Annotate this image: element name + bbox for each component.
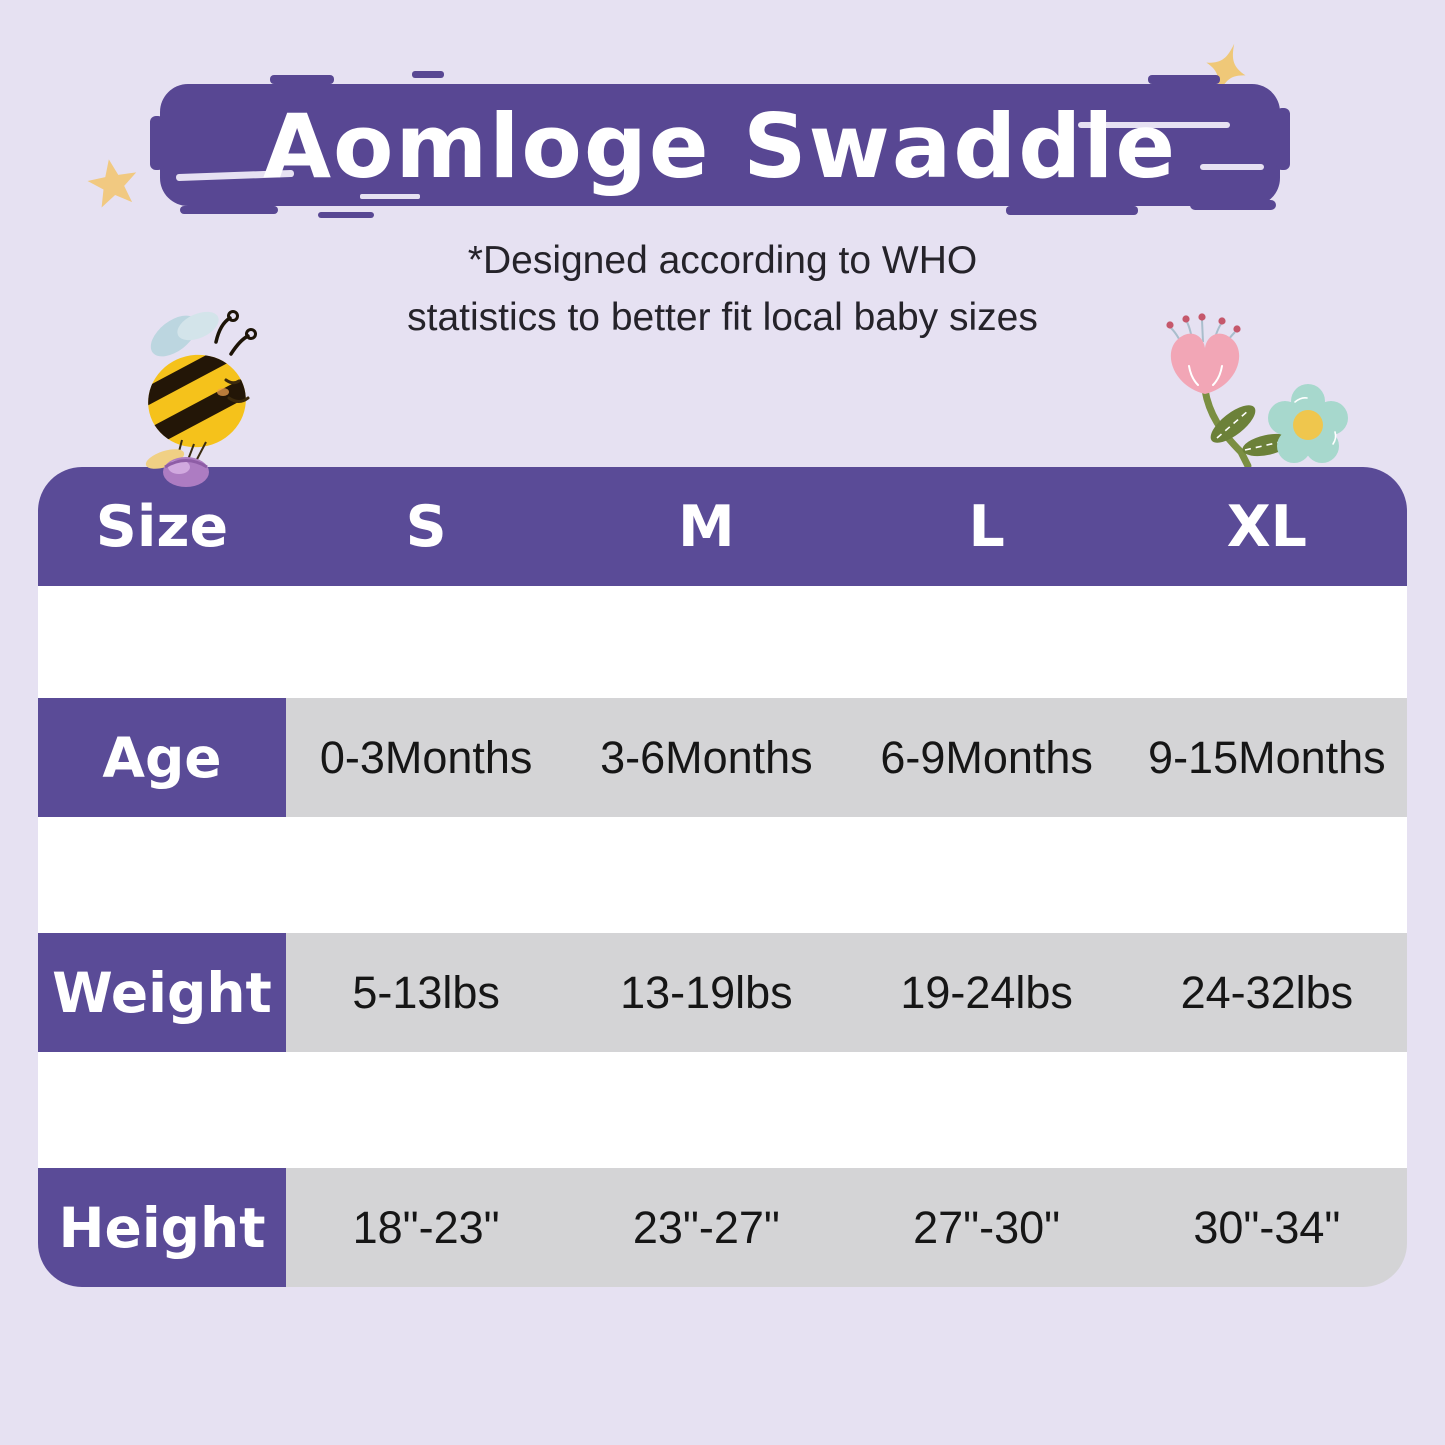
title-banner	[150, 70, 1290, 222]
table-cell-age-l: 6-9Months	[880, 731, 1093, 783]
star-icon	[82, 152, 145, 215]
table-cell-weight-m: 13-19lbs	[620, 966, 793, 1018]
row-values-age	[286, 698, 1407, 817]
column-header-m: M	[678, 493, 735, 560]
table-cell-height-m: 23"-27"	[632, 1201, 780, 1253]
size-table	[38, 467, 1407, 1287]
table-cell-age-s: 0-3Months	[319, 731, 533, 783]
page-title: Aomloge Swaddle	[262, 94, 1178, 198]
table-cell-weight-s: 5-13lbs	[352, 966, 500, 1018]
table-cell-height-xl: 30"-34"	[1193, 1201, 1341, 1253]
row-values-weight	[286, 933, 1407, 1052]
row-label-height: Height	[38, 1168, 286, 1287]
table-spacer	[38, 817, 1407, 933]
column-header-l: L	[968, 493, 1005, 560]
table-cell-age-xl: 9-15Months	[1148, 731, 1386, 783]
subtitle-line-2: statistics to better fit local baby sizes	[407, 296, 1038, 339]
table-cell-weight-xl: 24-32lbs	[1180, 966, 1354, 1018]
table-cell-age-m: 3-6Months	[600, 731, 813, 783]
table-cell-height-l: 27"-30"	[913, 1201, 1061, 1253]
table-cell-height-s: 18"-23"	[352, 1201, 500, 1253]
subtitle-line-1: *Designed according to WHO	[467, 239, 978, 282]
column-header-xl: XL	[1226, 493, 1308, 560]
table-spacer	[38, 586, 1407, 698]
bee-illustration	[134, 306, 276, 492]
table-cell-weight-l: 19-24lbs	[900, 966, 1073, 1018]
column-header-size: Size	[95, 493, 229, 560]
flower-illustration	[1145, 312, 1360, 474]
table-spacer	[38, 1052, 1407, 1168]
row-label-weight: Weight	[38, 933, 286, 1052]
column-header-s: S	[405, 493, 447, 560]
table-row-weight	[38, 933, 1407, 1052]
row-values-height	[286, 1168, 1407, 1287]
table-row-age	[38, 698, 1407, 817]
table-row-height	[38, 1168, 1407, 1287]
row-label-age: Age	[38, 698, 286, 817]
